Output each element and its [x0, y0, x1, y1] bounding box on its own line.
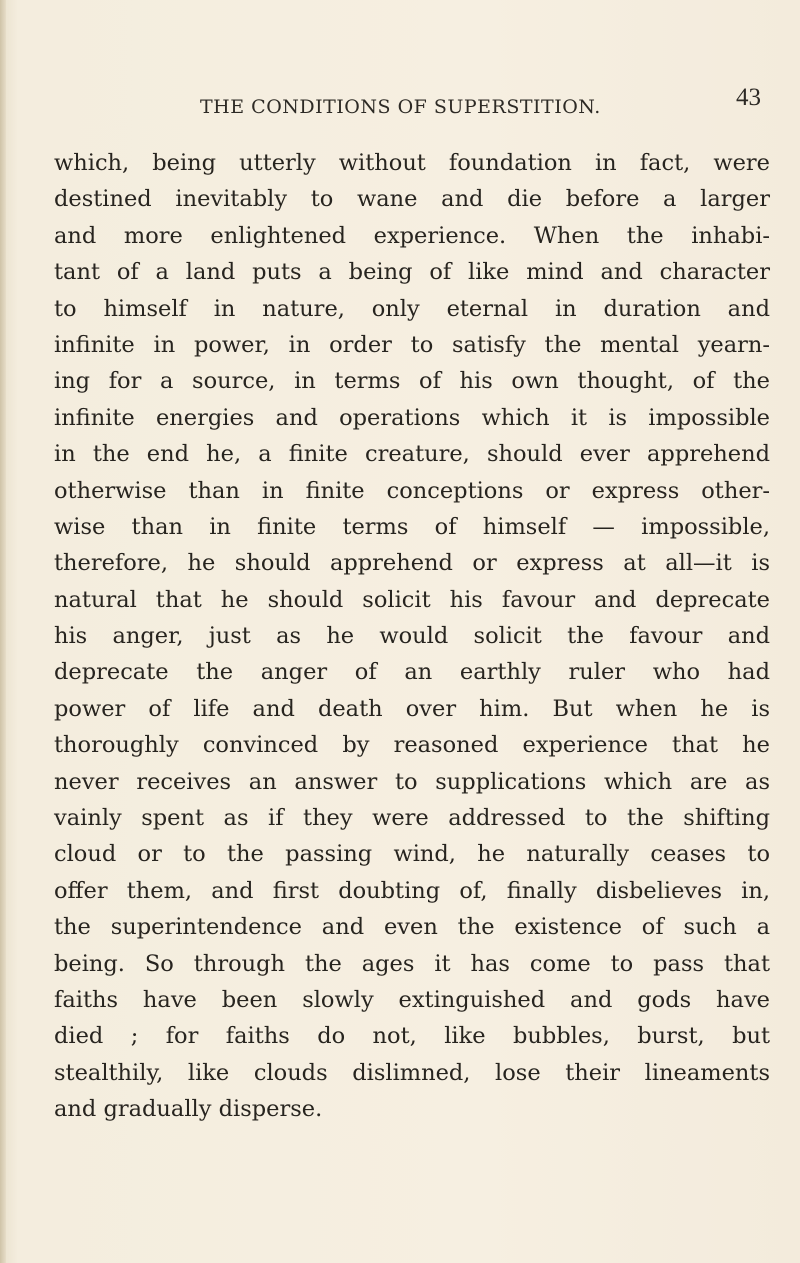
text-line: otherwise than in finite conceptions or express other-: [54, 477, 770, 504]
text-line: infinite energies and operations which it is impossible: [54, 404, 770, 431]
text-line: thoroughly convinced by reasoned experience that he: [54, 732, 770, 759]
text-line: never receives an answer to supplications which are as: [54, 768, 770, 795]
text-line: power of life and death over him. But when he is: [54, 695, 770, 722]
text-line: infinite in power, in order to satisfy the mental yearn-: [54, 331, 770, 358]
body-text: [54, 145, 770, 1128]
text-line: deprecate the anger of an earthly ruler who had: [54, 659, 770, 686]
text-line: tant of a land puts a being of like mind and character: [54, 259, 770, 286]
text-line: his anger, just as he would solicit the favour and: [54, 623, 770, 650]
page-header: [0, 84, 800, 126]
text-line: died ; for faiths do not, like bubbles, burst, but: [54, 1023, 770, 1050]
text-line: wise than in finite terms of himself — impossible,: [54, 513, 770, 540]
text-line: the superintendence and even the existence of such a: [54, 914, 770, 941]
text-line: ing for a source, in terms of his own thought, of the: [54, 368, 770, 395]
text-line: vainly spent as if they were addressed to the shifting: [54, 805, 770, 832]
text-line: being. So through the ages it has come to pass that: [54, 950, 770, 977]
text-line: therefore, he should apprehend or express at all—it is: [54, 550, 770, 577]
text-line: and gradually disperse.: [54, 1096, 323, 1123]
running-title: THE CONDITIONS OF SUPERSTITION.: [200, 96, 601, 118]
text-line: offer them, and first doubting of, finally disbelieves in,: [54, 877, 770, 904]
text-line: in the end he, a finite creature, should ever apprehend: [54, 441, 770, 468]
text-line: and more enlightened experience. When the inhabi-: [54, 222, 770, 249]
page-gutter: [0, 0, 6, 1263]
text-line: which, being utterly without foundation in fact, were: [54, 150, 770, 176]
text-line: natural that he should solicit his favour and deprecate: [54, 586, 770, 613]
text-line: stealthily, like clouds dislimned, lose their lineaments: [54, 1059, 770, 1086]
text-line: destined inevitably to wane and die before a larger: [54, 186, 770, 213]
page-number: 43: [736, 84, 761, 111]
text-line: cloud or to the passing wind, he naturally ceases to: [54, 841, 770, 868]
text-line: faiths have been slowly extinguished and gods have: [54, 986, 770, 1013]
text-line: to himself in nature, only eternal in duration and: [54, 295, 770, 322]
